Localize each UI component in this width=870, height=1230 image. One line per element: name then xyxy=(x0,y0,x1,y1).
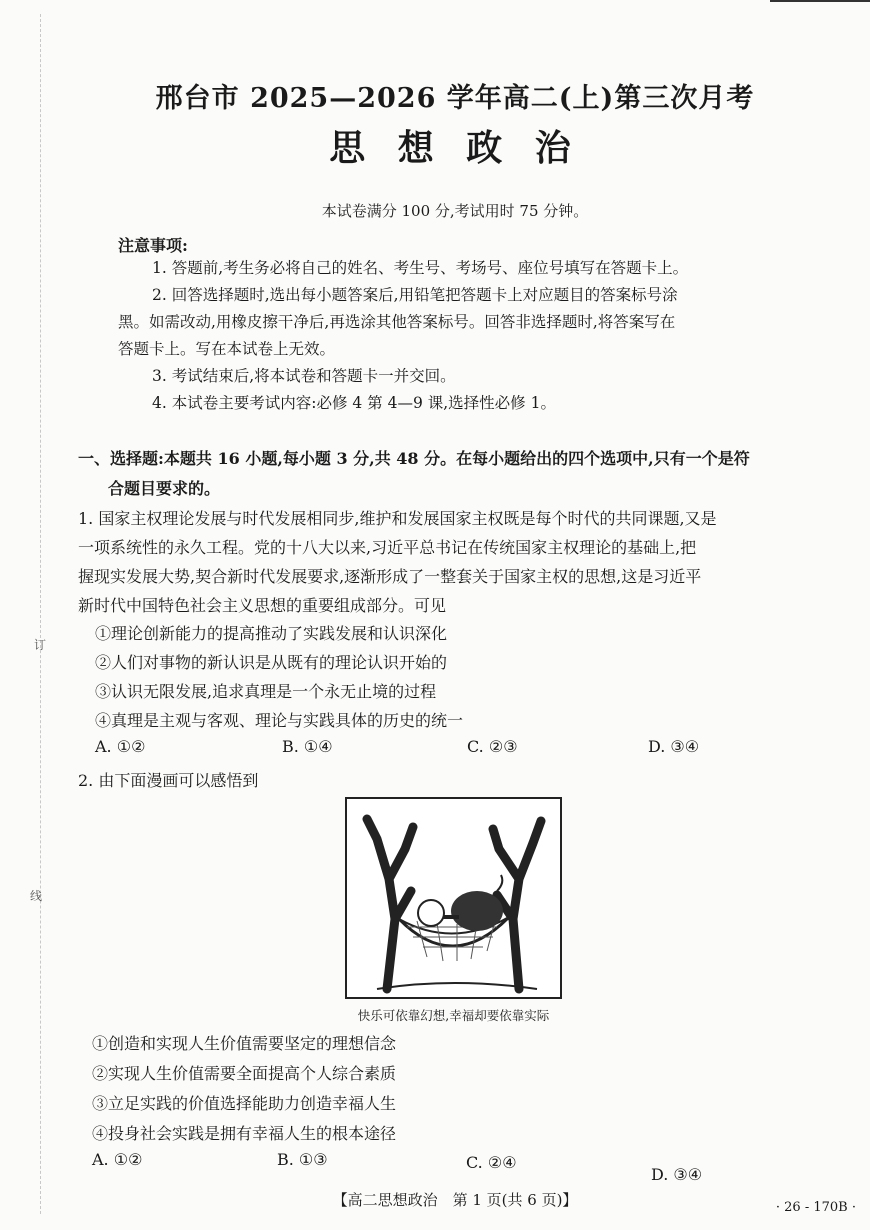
q1-stem-line: 1. 国家主权理论发展与时代发展相同步,维护和发展国家主权既是每个时代的共同课题,又是 xyxy=(78,509,717,528)
q1-stem-line: 握现实发展大势,契合新时代发展要求,逐渐形成了一整套关于国家主权的思想,这是习近平 xyxy=(78,567,702,586)
exam-title: 邢台市 2025—2026 学年高二(上)第三次月考 xyxy=(155,83,755,114)
subject-title: 思 想 政 治 xyxy=(329,127,581,169)
page-footer: 【高二思想政治 第 1 页(共 6 页)】 xyxy=(332,1191,578,1209)
q1-option-c: C. ②③ xyxy=(467,737,518,756)
q1-item: ②人们对事物的新认识是从既有的理论认识开始的 xyxy=(95,653,448,672)
exam-info: 本试卷满分 100 分,考试用时 75 分钟。 xyxy=(321,202,589,220)
q1-option-b: B. ①④ xyxy=(282,737,333,756)
q2-item: ③立足实践的价值选择能助力创造幸福人生 xyxy=(92,1094,397,1113)
notice-line: 2. 回答选择题时,选出每小题答案后,用铅笔把答题卡上对应题目的答案标号涂 xyxy=(152,286,678,304)
notice-line: 答题卡上。写在本试卷上无效。 xyxy=(118,340,336,358)
binding-mark-top: 订 xyxy=(34,638,47,652)
cartoon-caption: 快乐可依靠幻想,幸福却要依靠实际 xyxy=(357,1008,550,1023)
q2-stem: 2. 由下面漫画可以感悟到 xyxy=(78,771,259,790)
q1-item: ④真理是主观与客观、理论与实践具体的历史的统一 xyxy=(95,711,464,730)
binding-mark-bottom: 线 xyxy=(30,889,43,903)
notice-line: 3. 考试结束后,将本试卷和答题卡一并交回。 xyxy=(152,367,456,385)
cartoon-image xyxy=(345,797,562,999)
q2-item: ④投身社会实践是拥有幸福人生的根本途径 xyxy=(92,1124,397,1143)
notice-line: 4. 本试卷主要考试内容:必修 4 第 4—9 课,选择性必修 1。 xyxy=(152,394,556,412)
q1-item: ①理论创新能力的提高推动了实践发展和认识深化 xyxy=(95,624,448,643)
cartoon-drawing xyxy=(347,799,560,997)
q2-option-d: D. ③④ xyxy=(651,1165,703,1184)
notice-heading: 注意事项: xyxy=(118,236,188,255)
top-edge-line xyxy=(770,0,870,2)
q1-option-d: D. ③④ xyxy=(648,737,700,756)
q2-option-a: A. ①② xyxy=(92,1150,143,1169)
notice-line: 1. 答题前,考生务必将自己的姓名、考生号、考场号、座位号填写在答题卡上。 xyxy=(152,259,689,277)
q2-item: ①创造和实现人生价值需要坚定的理想信念 xyxy=(92,1034,397,1053)
q2-option-c: C. ②④ xyxy=(466,1153,517,1172)
section-heading: 一、选择题:本题共 16 小题,每小题 3 分,共 48 分。在每小题给出的四个选项中,只有一个是符 xyxy=(78,449,750,468)
q1-stem-line: 新时代中国特色社会主义思想的重要组成部分。可见 xyxy=(78,596,447,615)
q2-item: ②实现人生价值需要全面提高个人综合素质 xyxy=(92,1064,397,1083)
q2-option-b: B. ①③ xyxy=(277,1150,328,1169)
notice-line: 黑。如需改动,用橡皮擦干净后,再选涂其他答案标号。回答非选择题时,将答案写在 xyxy=(118,313,676,331)
exam-code: · 26 - 170B · xyxy=(775,1200,856,1215)
q1-stem-line: 一项系统性的永久工程。党的十八大以来,习近平总书记在传统国家主权理论的基础上,把 xyxy=(78,538,697,557)
binding-line xyxy=(40,14,41,1214)
q1-item: ③认识无限发展,追求真理是一个永无止境的过程 xyxy=(95,682,437,701)
q1-option-a: A. ①② xyxy=(95,737,146,756)
section-heading-cont: 合题目要求的。 xyxy=(108,479,221,498)
